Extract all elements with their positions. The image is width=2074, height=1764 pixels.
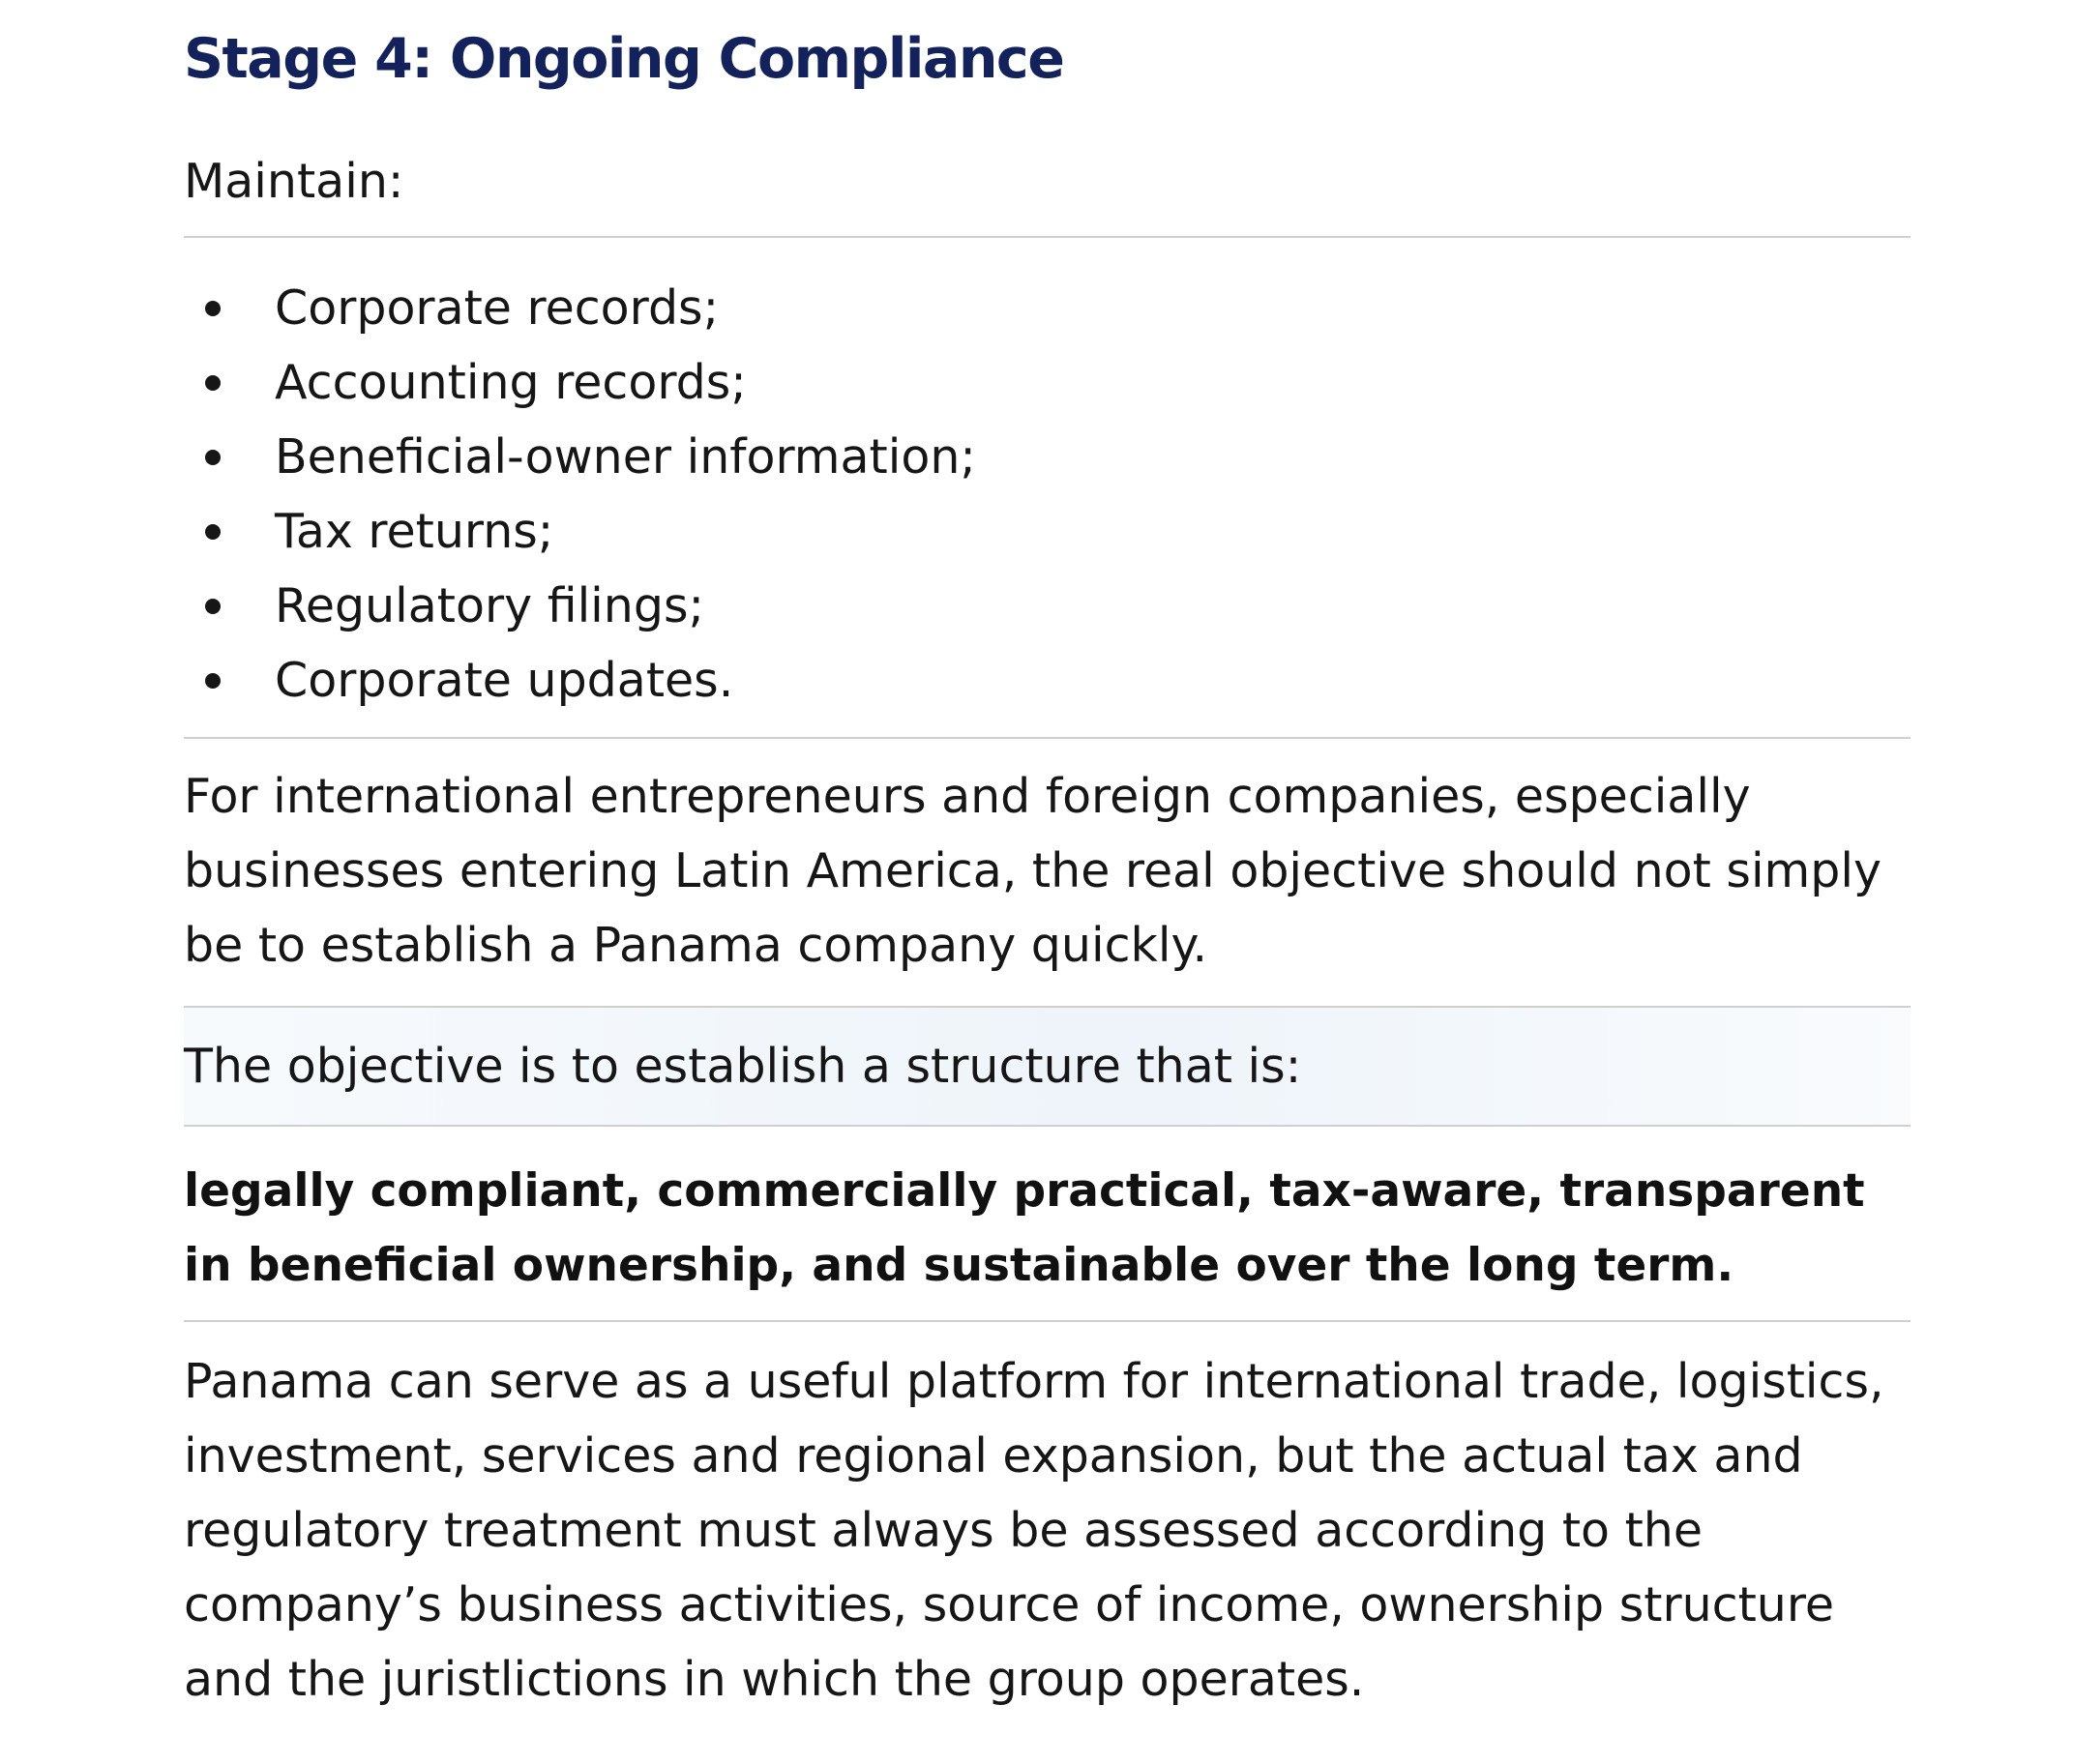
intro-paragraph: For international entrepreneurs and foreign companies, especially businesses entering Latin America, the real objective should not simply be to establish a Panama company quickly. <box>184 769 1882 973</box>
maintain-label: Maintain: <box>184 154 404 209</box>
list-item <box>184 345 976 420</box>
bullet-icon <box>205 673 221 689</box>
objective-intro: The objective is to establish a structure that is: <box>184 1039 1302 1094</box>
list-item-label: Tax returns; <box>275 504 554 559</box>
list-item-label: Corporate records; <box>275 280 720 336</box>
divider <box>184 737 1911 739</box>
list-item <box>184 643 976 718</box>
list-item-label: Accounting records; <box>275 355 747 410</box>
list-item-label: Regulatory filings; <box>275 578 704 633</box>
divider <box>184 1320 1911 1322</box>
list-item <box>184 271 976 345</box>
divider <box>184 1125 1911 1127</box>
list-item-label: Beneficial-owner information; <box>275 429 976 485</box>
list-item-label: Corporate updates. <box>275 653 734 708</box>
bullet-icon <box>205 599 221 614</box>
bullet-icon <box>205 375 221 391</box>
objective-statement: legally compliant, commercially practical, tax-aware, transparent in beneficial ownership, and sustainable over the long term. <box>184 1164 1865 1292</box>
list-item <box>184 494 976 569</box>
closing-paragraph: Panama can serve as a useful platform for international trade, logistics, investment, services and regional expansion, but the actual tax and regulatory treatment must always be assessed according to the company’s business activities, source of income, ownership structure and the juristlictions in which the group operates. <box>184 1354 1884 1707</box>
section-title: Stage 4: Ongoing Compliance <box>184 27 1064 91</box>
bullet-icon <box>205 301 221 316</box>
bullet-icon <box>205 450 221 465</box>
compliance-list <box>184 271 976 718</box>
bullet-icon <box>205 524 221 540</box>
list-item <box>184 569 976 643</box>
list-item <box>184 420 976 494</box>
divider <box>184 236 1911 238</box>
